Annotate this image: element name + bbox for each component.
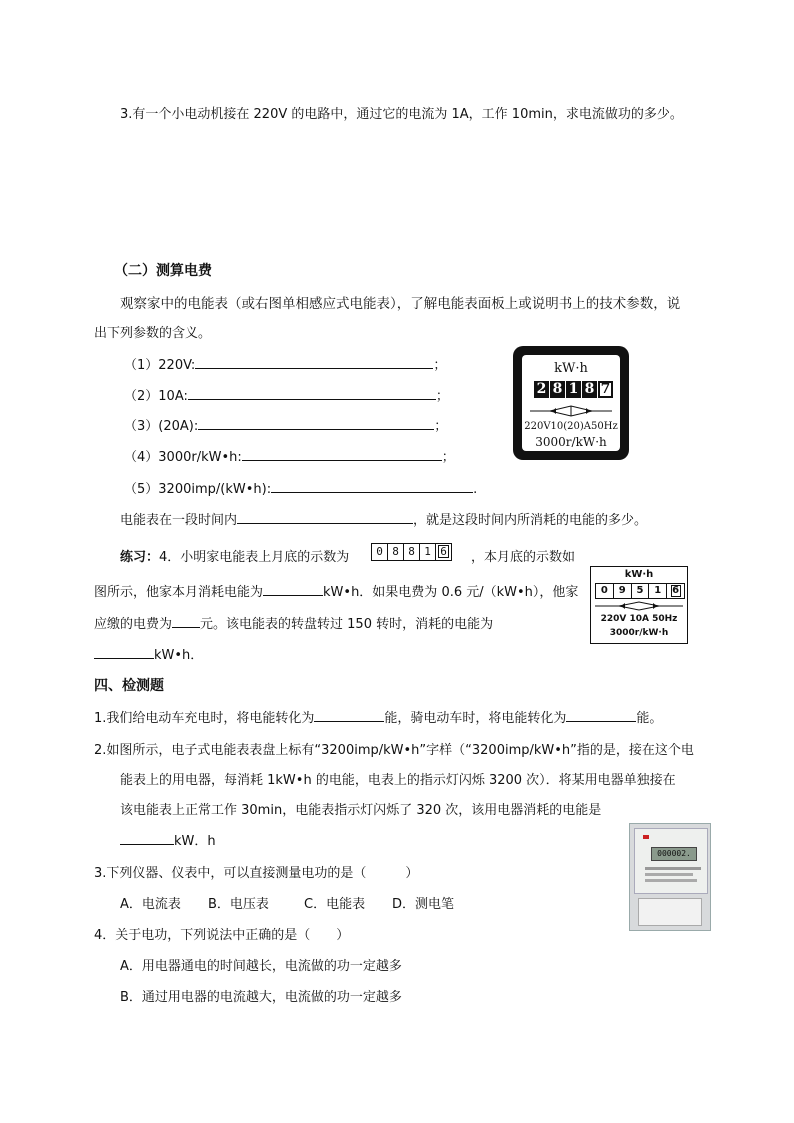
param-20a: （3）(20A): ； <box>124 419 448 434</box>
param-3000r: （4）3000r/kW•h: ； <box>124 450 455 465</box>
practice-line-4: kW•h． <box>94 644 203 663</box>
induction-meter-figure <box>513 346 629 460</box>
meter-digit: 5 <box>632 584 650 598</box>
reading-digit: 8 <box>404 544 420 560</box>
question-2-line-4: kW．h <box>120 830 216 849</box>
reading-digit: 1 <box>420 544 436 560</box>
meter-spec: 220V 10A 50Hz <box>600 614 678 624</box>
question-4-option-a[interactable]: A．用电器通电的时间越长，电流做的功一定越多 <box>120 959 402 974</box>
meter-digit: 0 <box>596 584 614 598</box>
practice-line-2: 图所示，他家本月消耗电能为 kW•h．如果电费为 0.6 元/（kW•h），他家 <box>94 585 579 600</box>
section-heading-measure-fee: （二）测算电费 <box>114 263 212 279</box>
meter-rate: 3000r/kW·h <box>609 628 669 638</box>
question-1: 1.我们给电动车充电时，将电能转化为 能，骑电动车时，将电能转化为 能。 <box>94 711 663 726</box>
question-3b-stem: 3.下列仪器、仪表中，可以直接测量电功的是（ ） <box>94 866 419 881</box>
question-2-line-3: 该电能表上正常工作 30min，电能表指示灯闪烁了 320 次，该用电器消耗的电能是 <box>120 803 602 818</box>
answer-blank[interactable] <box>94 646 154 659</box>
month-end-meter-figure <box>590 566 688 644</box>
param-10a: （2）10A: ； <box>124 389 449 404</box>
answer-blank[interactable] <box>314 709 384 722</box>
meter-digit: 1 <box>566 381 581 398</box>
param-3200imp: （5）3200imp/(kW•h): . <box>124 482 478 497</box>
rotating-disc-icon <box>595 601 683 611</box>
reading-digit-decimal: 6 <box>436 544 451 560</box>
meter-digit: 8 <box>582 381 597 398</box>
label-strip <box>645 879 697 882</box>
label-strip <box>645 867 701 870</box>
question-2-line-1: 2.如图所示，电子式电能表表盘上标有“3200imp/kW•h”字样（“3200imp/kW•h”指的是，接在这个电 <box>94 743 694 758</box>
reading-digit: 0 <box>372 544 388 560</box>
section-heading-test: 四、检测题 <box>94 678 164 694</box>
meter-spec: 220V10(20)A50Hz <box>524 421 618 432</box>
meter-digit: 8 <box>550 381 565 398</box>
meter-rate: 3000r/kW·h <box>535 435 607 449</box>
answer-blank[interactable] <box>188 387 436 400</box>
practice-label: 练习： <box>120 550 160 565</box>
question-2-line-2: 能表上的用电器，每消耗 1kW•h 的电能，电表上的指示灯闪烁 3200 次）．将某用电器单独接在 <box>120 773 676 788</box>
answer-blank[interactable] <box>271 480 473 493</box>
practice-line-1: 练习：4．小明家电能表上月底的示数为 <box>120 550 350 565</box>
answer-blank[interactable] <box>566 709 636 722</box>
answer-blank[interactable] <box>242 448 442 461</box>
electronic-meter-photo <box>629 823 711 931</box>
question-4-option-b[interactable]: B．通过用电器的电流越大，电流做的功一定越多 <box>120 990 402 1005</box>
answer-blank[interactable] <box>172 615 200 628</box>
meter-unit-label: kW·h <box>624 569 654 580</box>
option-a[interactable]: A．电流表 <box>120 897 181 912</box>
meter-unit-label: kW·h <box>554 361 588 376</box>
meter-digit-decimal: 7 <box>598 381 613 398</box>
intro-line-2: 出下列参数的含义。 <box>94 326 212 341</box>
question-3b-options <box>120 893 454 912</box>
reading-digit: 8 <box>388 544 404 560</box>
meter-digit-decimal: 6 <box>672 585 680 596</box>
meter-reading <box>534 381 613 398</box>
param-220v: （1）220V: ； <box>124 358 447 373</box>
meter-body <box>634 828 708 894</box>
rotating-disc-icon <box>530 405 612 417</box>
brand-mark-icon <box>643 835 649 839</box>
last-month-reading <box>371 543 452 561</box>
meter-reading <box>595 583 685 599</box>
question-4-stem: 4．关于电功，下列说法中正确的是（ ） <box>94 928 350 943</box>
terminal-cover <box>638 898 702 926</box>
option-d[interactable]: D．测电笔 <box>392 897 455 912</box>
lcd-display: 000002. <box>651 847 697 861</box>
meter-digit: 2 <box>534 381 549 398</box>
answer-blank[interactable] <box>237 511 413 524</box>
label-strip <box>645 873 693 876</box>
practice-line-1-suffix: ，本月底的示数如 <box>471 550 576 565</box>
meter-digit: 9 <box>614 584 632 598</box>
question-3-motor: 3.有一个小电动机接在 220V 的电路中，通过它的电流为 1A，工作 10min，求电流做功的多少。 <box>120 107 683 122</box>
answer-blank[interactable] <box>263 583 323 596</box>
intro-line-1: 观察家中的电能表（或右图单相感应式电能表），了解电能表面板上或说明书上的技术参数，说 <box>120 296 681 312</box>
meter-face <box>522 355 620 451</box>
answer-blank[interactable] <box>198 417 434 430</box>
option-b[interactable]: B．电压表 <box>208 897 269 912</box>
practice-line-3: 应缴的电费为 元。该电能表的转盘转过 150 转时，消耗的电能为 <box>94 617 494 632</box>
meter-digit: 1 <box>649 584 667 598</box>
meter-meaning-line: 电能表在一段时间内 ，就是这段时间内所消耗的电能的多少。 <box>120 513 648 528</box>
option-c[interactable]: C．电能表 <box>304 897 366 912</box>
answer-blank[interactable] <box>195 356 433 369</box>
answer-blank[interactable] <box>120 832 174 845</box>
